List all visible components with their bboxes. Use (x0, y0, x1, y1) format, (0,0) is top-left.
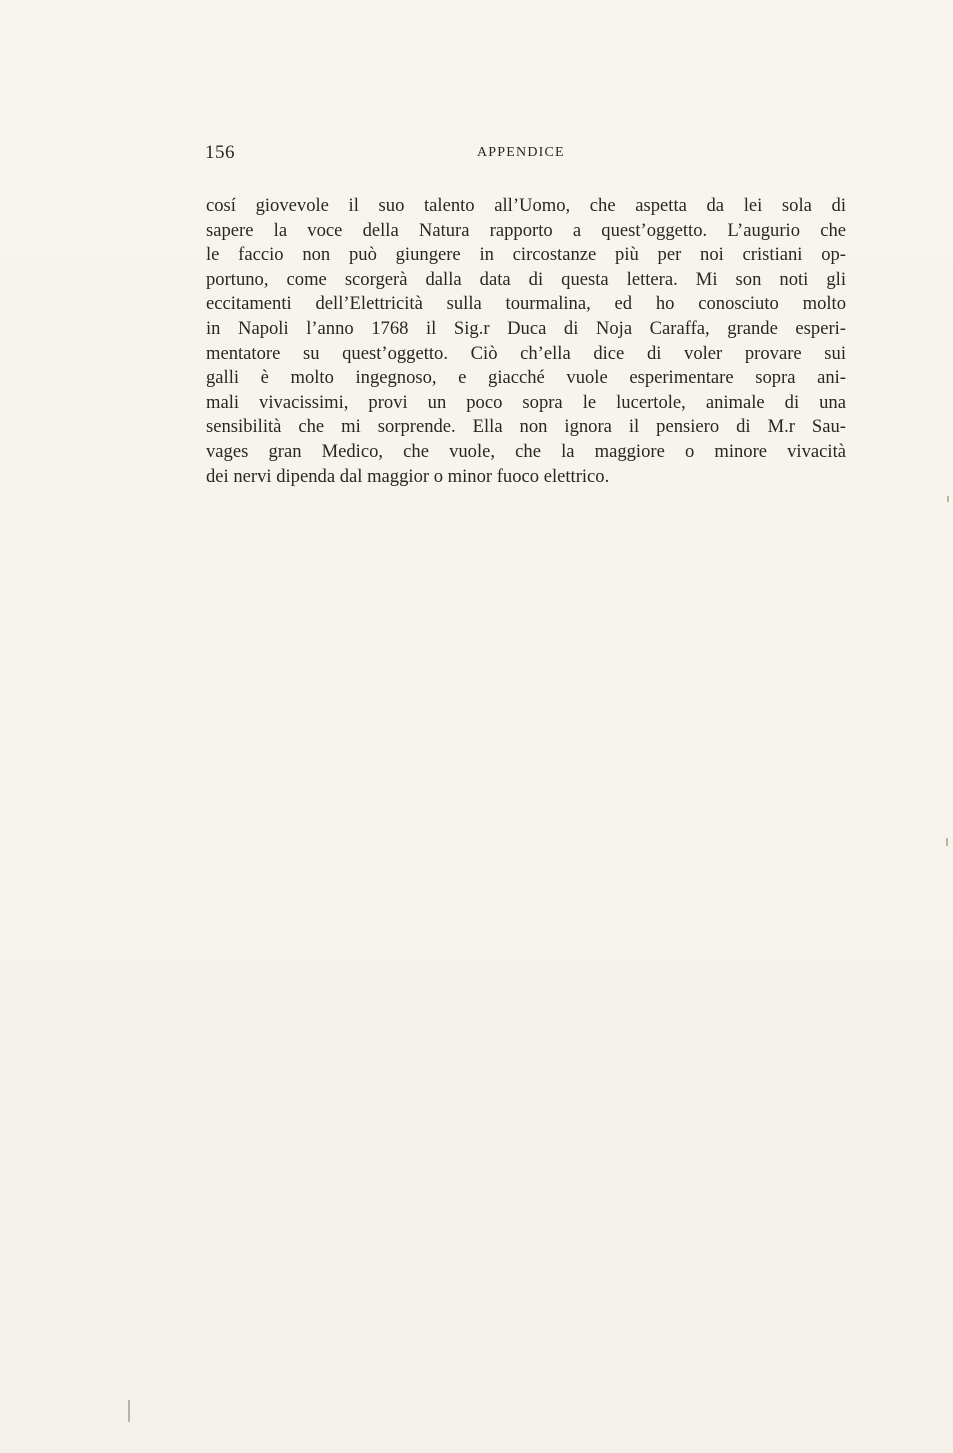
text-line: mali vivacissimi, provi un poco sopra le lucertole, animale di una (206, 391, 846, 413)
text-line: portuno, come scorgerà dalla data di questa lettera. Mi son noti gli (206, 268, 846, 290)
text-line: mentatore su quest’oggetto. Ciò ch’ella dice di voler provare sui (206, 342, 846, 364)
text-line: sapere la voce della Natura rapporto a quest’oggetto. L’augurio che (206, 219, 846, 241)
text-line: cosí giovevole il suo talento all’Uomo, che aspetta da lei sola di (206, 195, 846, 216)
text-line: in Napoli l’anno 1768 il Sig.r Duca di Noja Caraffa, grande esperi- (206, 317, 846, 339)
text-line: vages gran Medico, che vuole, che la maggiore o minore vivacità (206, 440, 846, 462)
running-title: APPENDICE (477, 145, 565, 160)
text-line: galli è molto ingegnoso, e giacché vuole esperimentare sopra ani- (206, 367, 846, 389)
running-head (205, 142, 845, 168)
page-number: 156 (205, 142, 235, 163)
text-line: le faccio non può giungere in circostanze più per noi cristiani op- (206, 244, 846, 266)
text-line: sensibilità che mi sorprende. Ella non ignora il pensiero di M.r Sau- (206, 416, 846, 438)
text-line: eccitamenti dell’Elettricità sulla tourmalina, ed ho conosciuto molto (206, 293, 846, 315)
scan-mark (947, 496, 949, 502)
scan-mark (946, 838, 948, 846)
body-paragraph (206, 194, 846, 489)
text-line: dei nervi dipenda dal maggior o minor fuoco elettrico. (206, 465, 610, 487)
scan-mark (128, 1400, 130, 1422)
